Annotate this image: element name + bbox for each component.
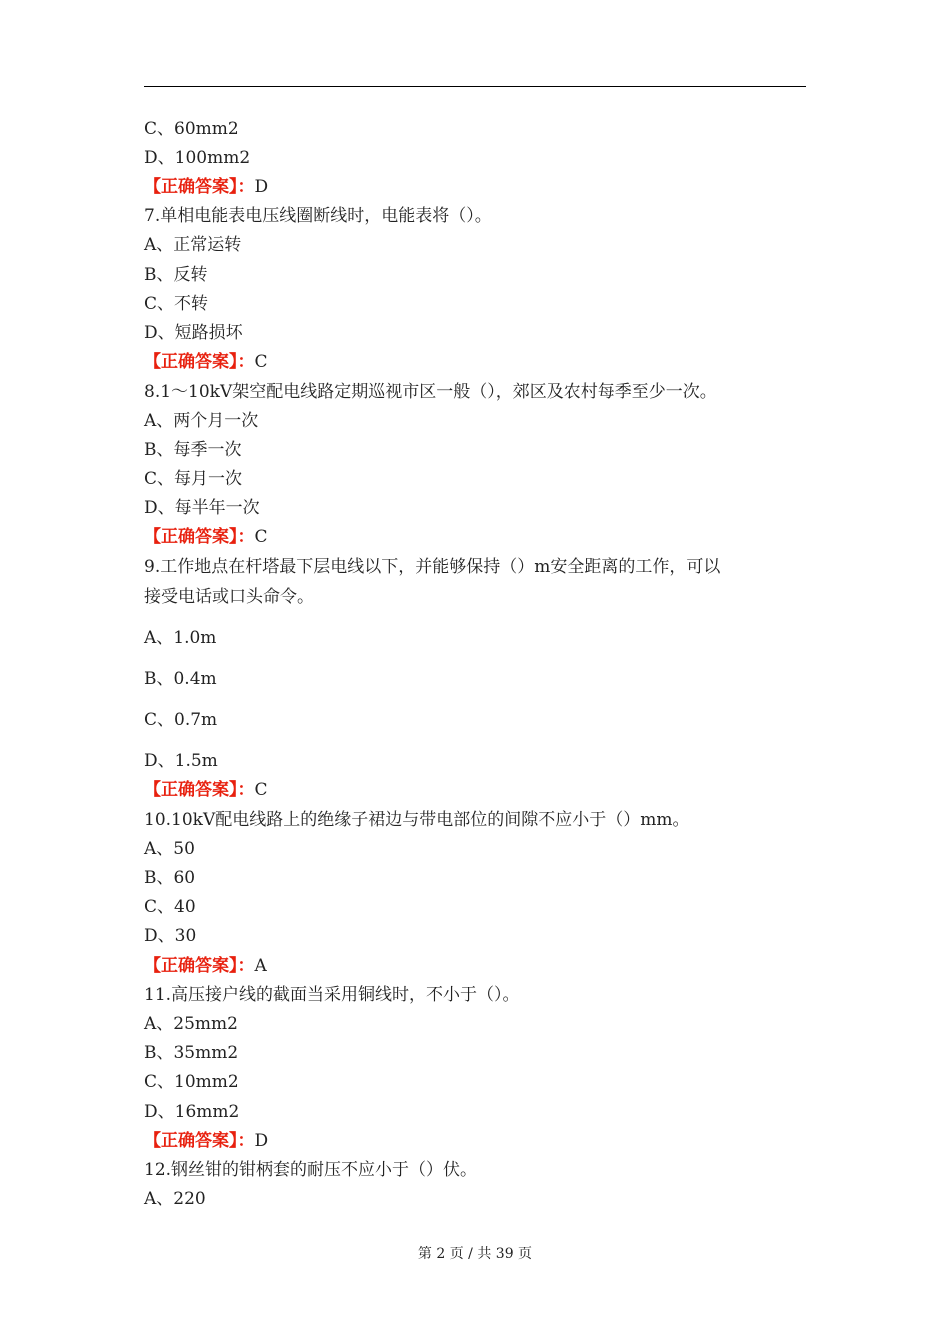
answer-label: 【正确答案】： [144,352,255,372]
q9-option-a: A、1.0m [144,628,217,648]
q8-question: 8.1～10kV架空配电线路定期巡视市区一般（），郊区及农村每季至少一次。 [144,382,717,402]
q7-option-b: B、反转 [144,265,208,285]
q7-question: 7.单相电能表电压线圈断线时，电能表将（）。 [144,206,492,226]
q9-option-d: D、1.5m [144,751,218,771]
page-footer: 第 2 页 / 共 39 页 [417,1246,533,1262]
q7-option-d: D、短路损坏 [144,323,243,343]
q11-answer [144,1130,268,1152]
q9-question-line1: 9.工作地点在杆塔最下层电线以下，并能够保持（）m安全距离的工作，可以 [144,557,721,577]
q7-answer [144,351,268,373]
answer-label: 【正确答案】： [144,177,255,197]
q10-option-a: A、50 [144,839,195,859]
q8-answer [144,526,268,548]
q11-option-d: D、16mm2 [144,1102,240,1122]
answer-value: D [254,177,269,197]
answer-value: C [254,780,268,800]
q9-option-b: B、0.4m [144,669,217,689]
q6-answer [144,176,268,198]
q6-option-c: C、60mm2 [144,119,239,139]
header-rule [144,86,806,87]
q9-question-line2: 接受电话或口头命令。 [144,587,314,607]
q11-option-c: C、10mm2 [144,1072,239,1092]
q10-option-d: D、30 [144,926,197,946]
answer-value: A [254,956,267,976]
q10-option-c: C、40 [144,897,196,917]
answer-value: D [254,1131,269,1151]
q8-option-a: A、两个月一次 [144,411,259,431]
answer-value: C [254,352,268,372]
q7-option-a: A、正常运转 [144,235,242,255]
q8-option-b: B、每季一次 [144,440,242,460]
q12-question: 12.钢丝钳的钳柄套的耐压不应小于（）伏。 [144,1160,478,1180]
q10-question: 10.10kV配电线路上的绝缘子裙边与带电部位的间隙不应小于（）mm。 [144,810,690,830]
q11-option-a: A、25mm2 [144,1014,238,1034]
q7-option-c: C、不转 [144,294,209,314]
q11-question: 11.高压接户线的截面当采用铜线时，不小于（）。 [144,985,520,1005]
q9-option-c: C、0.7m [144,710,218,730]
q10-option-b: B、60 [144,868,196,888]
answer-label: 【正确答案】： [144,1131,255,1151]
answer-label: 【正确答案】： [144,780,255,800]
q8-option-c: C、每月一次 [144,469,243,489]
answer-value: C [254,527,268,547]
q11-option-b: B、35mm2 [144,1043,239,1063]
q9-answer [144,779,268,801]
q12-option-a: A、220 [144,1189,206,1209]
q8-option-d: D、每半年一次 [144,498,260,518]
q6-option-d: D、100mm2 [144,148,251,168]
answer-label: 【正确答案】： [144,527,255,547]
answer-label: 【正确答案】： [144,956,255,976]
q10-answer [144,955,267,977]
